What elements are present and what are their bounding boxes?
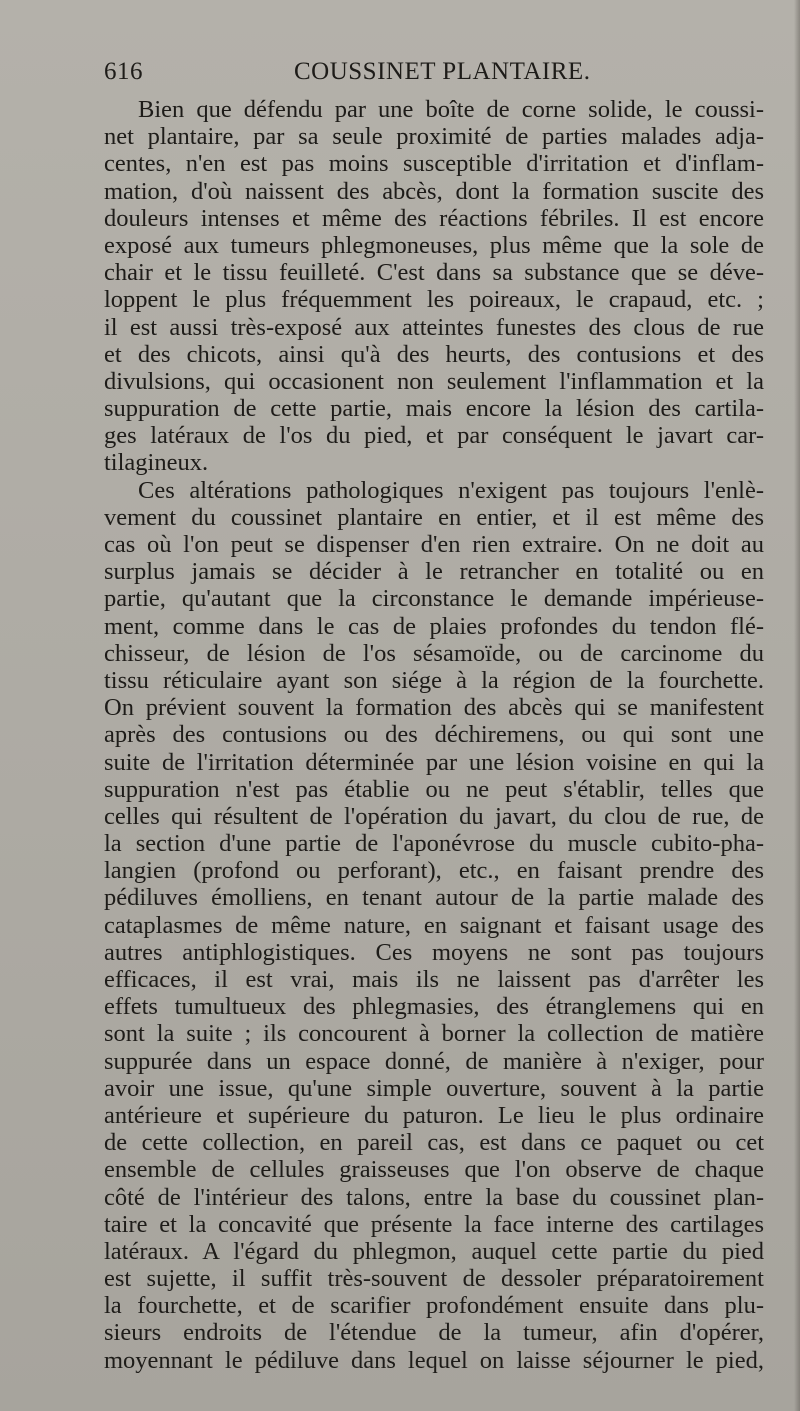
text-line: latéraux. A l'égard du phlegmon, auquel cette partie du pied [104,1237,764,1265]
text-line: ensemble de cellules graisseuses que l'on observe de chaque [104,1156,764,1184]
text-line: loppent le plus fréquemment les poireaux, le crapaud, etc. ; [104,286,764,314]
text-line: tilagineux. [104,449,209,477]
text-line: sieurs endroits de l'étendue de la tumeur, afin d'opérer, [104,1319,764,1347]
text-line: Ces altérations pathologiques n'exigent pas toujours l'enlè- [138,476,764,504]
text-line: net plantaire, par sa seule proximité de parties malades adja- [104,123,764,151]
text-line: autres antiphlogistiques. Ces moyens ne sont pas toujours [104,938,764,966]
text-line: efficaces, il est vrai, mais ils ne laissent pas d'arrêter les [104,966,764,993]
text-line: douleurs intenses et même des réactions fébriles. Il est encore [104,204,764,232]
text-line: chair et le tissu feuilleté. C'est dans sa substance que se déve- [104,259,764,287]
text-line: suppuration n'est pas établie ou ne peut s'établir, telles que [104,775,764,803]
text-line: divulsions, qui occasionent non seulement l'inflammation et la [104,367,764,395]
text-line: Bien que défendu par une boîte de corne solide, le coussi- [138,96,764,123]
text-line: et des chicots, ainsi qu'à des heurts, des contusions et des [104,340,764,368]
text-line: effets tumultueux des phlegmasies, des étranglemens qui en [104,993,764,1021]
text-line: partie, qu'autant que la circonstance le demande impérieuse- [104,585,764,613]
text-line: est sujette, il suffit très-souvent de dessoler préparatoirement [104,1265,764,1293]
body-text [104,96,764,1374]
text-line: il est aussi très-exposé aux atteintes funestes des clous de rue [104,313,764,341]
text-line: antérieure et supérieure du paturon. Le lieu le plus ordinaire [104,1101,764,1129]
text-line: côté de l'intérieur des talons, entre la base du coussinet plan- [104,1183,764,1211]
text-line: ment, comme dans le cas de plaies profondes du tendon flé- [104,612,764,640]
text-line: mation, d'où naissent des abcès, dont la formation suscite des [104,177,764,205]
text-line: suite de l'irritation déterminée par une lésion voisine en qui la [104,748,764,776]
text-line: avoir une issue, qu'une simple ouverture, souvent à la partie [104,1074,764,1102]
paragraph [104,477,764,1374]
text-line: langien (profond ou perforant), etc., en faisant prendre des [104,857,764,885]
page-number: 616 [104,58,143,85]
text-line: suppuration de cette partie, mais encore la lésion des cartila- [104,395,764,423]
text-line: pédiluves émolliens, en tenant autour de la partie malade des [104,884,764,912]
page-header [104,58,764,92]
text-line: surplus jamais se décider à le retrancher en totalité ou en [104,558,764,586]
text-line: celles qui résultent de l'opération du javart, du clou de rue, de [104,802,764,830]
text-line: exposé aux tumeurs phlegmoneuses, plus même que la sole de [104,231,764,259]
text-line: cas où l'on peut se dispenser d'en rien extraire. On ne doit au [104,531,764,558]
text-line: suppurée dans un espace donné, de manière à n'exiger, pour [104,1047,764,1075]
text-line: taire et la concavité que présente la face interne des cartilages [104,1210,764,1238]
text-line: sont la suite ; ils concourent à borner la collection de matière [104,1020,764,1048]
text-line: cataplasmes de même nature, en saignant et faisant usage des [104,911,764,939]
text-line: ges latéraux de l'os du pied, et par conséquent le javart car- [104,422,764,450]
text-line: après des contusions ou des déchiremens, ou qui sont une [104,721,764,749]
text-line: moyennant le pédiluve dans lequel on laisse séjourner le pied, [104,1346,764,1374]
text-line: de cette collection, en pareil cas, est dans ce paquet ou cet [104,1129,764,1157]
text-line: centes, n'en est pas moins susceptible d'irritation et d'inflam- [104,150,764,178]
paragraph [104,96,764,477]
text-line: tissu réticulaire ayant son siége à la région de la fourchette. [104,666,764,694]
text-line: la section d'une partie de l'aponévrose du muscle cubito-pha- [104,830,764,858]
text-line: On prévient souvent la formation des abcès qui se manifestent [104,694,764,722]
text-line: vement du coussinet plantaire en entier, et il est même des [104,503,764,531]
text-line: chisseur, de lésion de l'os sésamoïde, ou de carcinome du [104,639,764,667]
text-line: la fourchette, et de scarifier profondément ensuite dans plu- [104,1292,764,1320]
running-title: COUSSINET PLANTAIRE. [294,58,591,85]
